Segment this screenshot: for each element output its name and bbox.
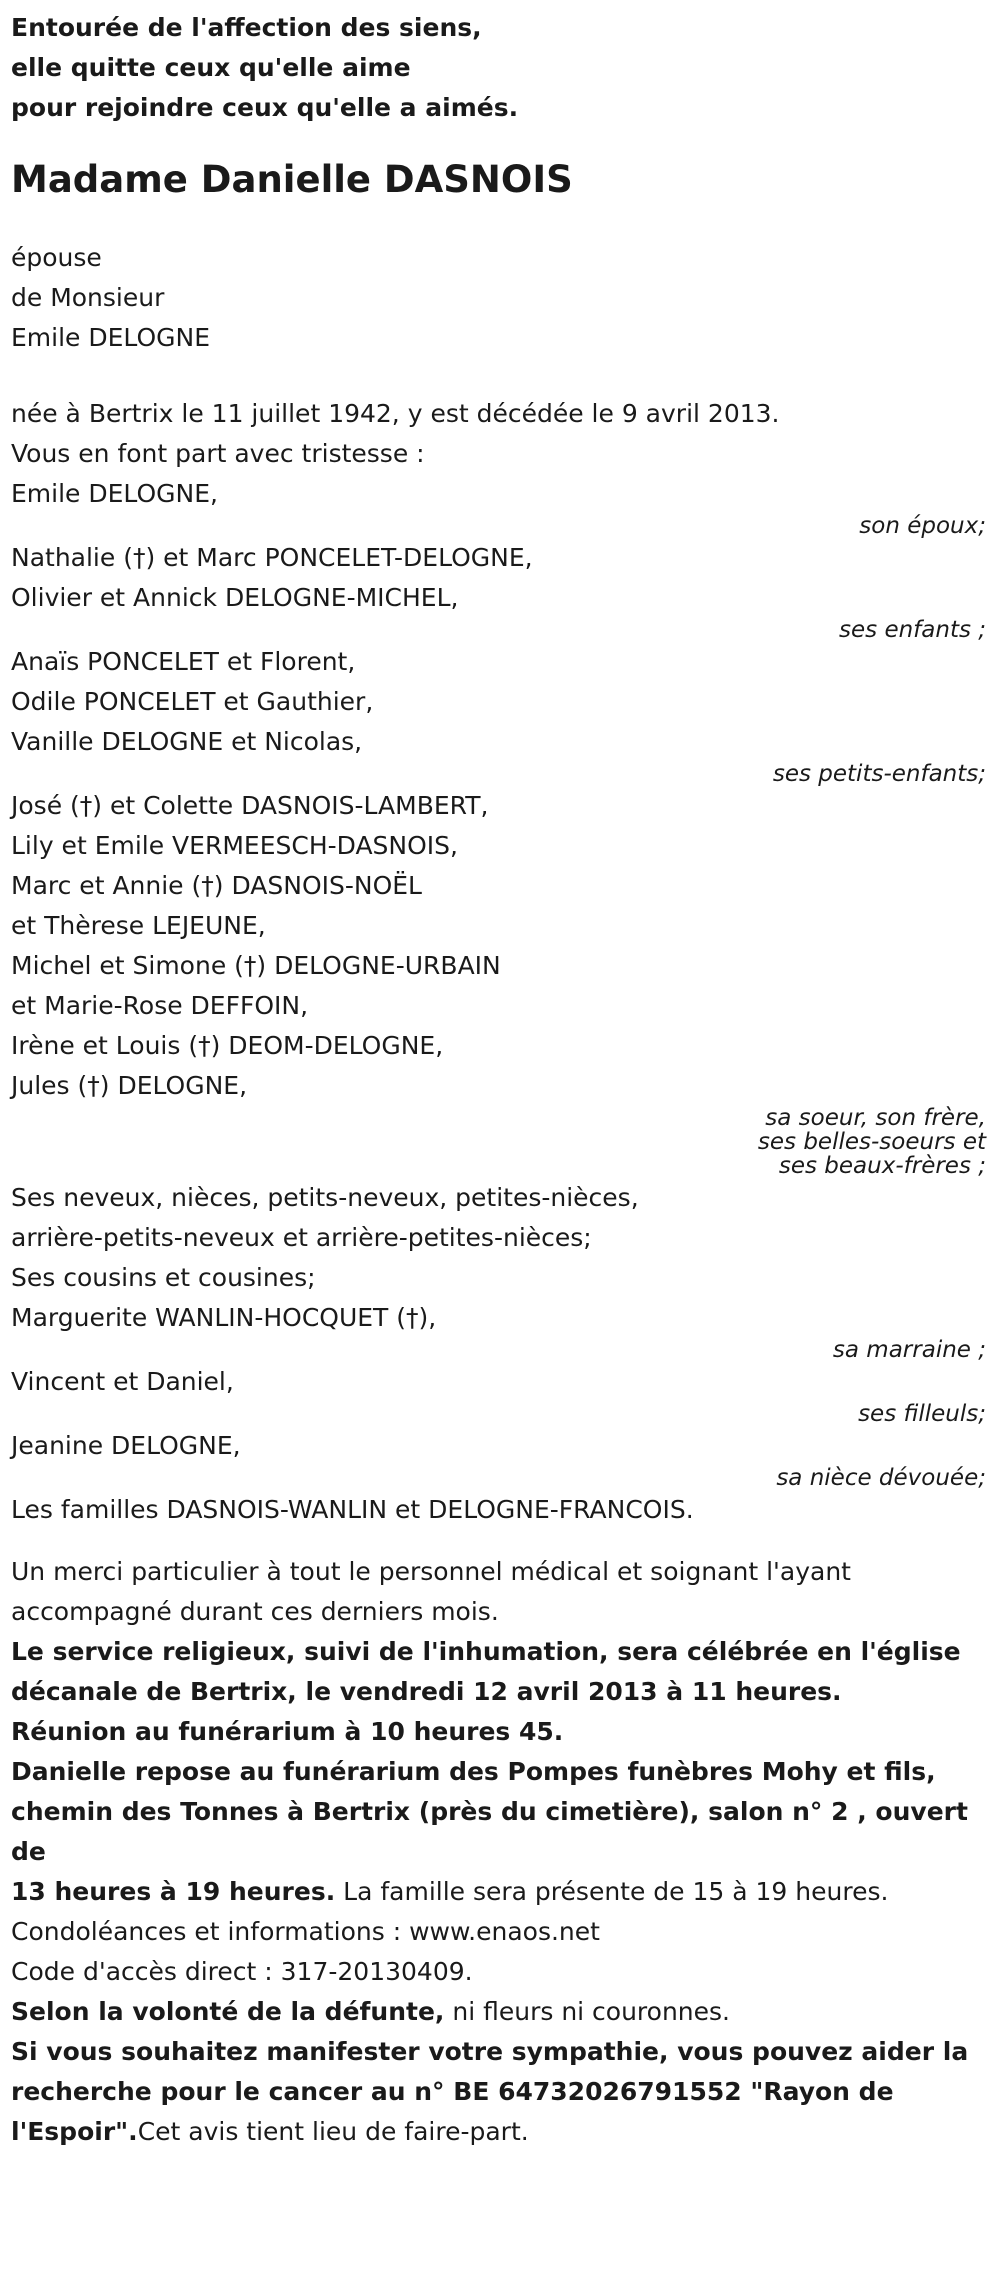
mourner-name: Ses neveux, nièces, petits-neveux, petites-nièces, — [11, 1183, 639, 1212]
relationship-label: ses filleuls; — [858, 1401, 986, 1427]
intro-line: elle quitte ceux qu'elle aime — [11, 53, 411, 82]
mourner-name: et Marie-Rose DEFFOIN, — [11, 991, 309, 1020]
mourner-name: et Thèrese LEJEUNE, — [11, 911, 266, 940]
condolences-line: Condoléances et informations : www.enaos.net — [11, 1917, 600, 1946]
mourner-group — [11, 538, 990, 618]
meeting-line: Réunion au funérarium à 10 heures 45. — [11, 1717, 564, 1746]
intro-line: Entourée de l'affection des siens, — [11, 13, 482, 42]
deceased-name: Madame Danielle DASNOIS — [11, 158, 573, 201]
sympathy-paragraph: Si vous souhaitez manifester votre sympathie, vous pouvez aider la recherche pour le cancer au n° BE 64732026791552 "Rayon de l'Espoir".Cet avis tient lieu de faire-part. — [11, 2037, 969, 2146]
mourner-group — [11, 642, 990, 762]
families-line: Les familles DASNOIS-WANLIN et DELOGNE-FRANCOIS. — [11, 1495, 694, 1524]
mourner-name: Emile DELOGNE, — [11, 479, 218, 508]
mourner-name: Vincent et Daniel, — [11, 1367, 234, 1396]
relationship-label: sa marraine ; — [832, 1337, 986, 1363]
mourner-group — [11, 1362, 990, 1402]
mourner-name: Jules (†) DELOGNE, — [11, 1071, 248, 1100]
spouse-block — [11, 238, 990, 358]
mourner-name: Michel et Simone (†) DELOGNE-URBAIN — [11, 951, 501, 980]
relationship-label: sa soeur, son frère, ses belles-soeurs et ses beaux-frères ; — [757, 1105, 986, 1179]
relationship-label: ses enfants ; — [839, 617, 986, 643]
access-code-line: Code d'accès direct : 317-20130409. — [11, 1957, 473, 1986]
announce-line: Vous en font part avec tristesse : — [11, 439, 425, 468]
wish-line: Selon la volonté de la défunte, ni fleurs ni couronnes. — [11, 1997, 731, 2026]
mourner-name: Jeanine DELOGNE, — [11, 1431, 241, 1460]
mourner-name: Vanille DELOGNE et Nicolas, — [11, 727, 363, 756]
mourner-name: Anaïs PONCELET et Florent, — [11, 647, 356, 676]
birth-death-line: née à Bertrix le 11 juillet 1942, y est décédée le 9 avril 2013. — [11, 399, 780, 428]
mourner-group — [11, 474, 990, 514]
service-paragraph: Le service religieux, suivi de l'inhumation, sera célébrée en l'église décanale de Bertrix, le vendredi 12 avril 2013 à 11 heures. — [11, 1637, 961, 1706]
spouse-line: de Monsieur — [11, 283, 165, 312]
mourner-name: Olivier et Annick DELOGNE-MICHEL, — [11, 583, 459, 612]
mourner-name: Odile PONCELET et Gauthier, — [11, 687, 374, 716]
repose-paragraph: Danielle repose au funérarium des Pompes funèbres Mohy et fils, chemin des Tonnes à Bertrix (près du cimetière), salon n° 2 , ouvert de 13 heures à 19 heures. La famille sera présente de 15 à 19 heures. — [11, 1757, 968, 1906]
relationship-label: sa nièce dévouée; — [776, 1465, 986, 1491]
relationship-label: ses petits-enfants; — [772, 761, 986, 787]
mourner-name: arrière-petits-neveux et arrière-petites-nièces; — [11, 1223, 592, 1252]
spouse-line: Emile DELOGNE — [11, 323, 210, 352]
intro-line: pour rejoindre ceux qu'elle a aimés. — [11, 93, 519, 122]
mourner-name: Marguerite WANLIN-HOCQUET (†), — [11, 1303, 437, 1332]
spouse-line: épouse — [11, 243, 102, 272]
mourner-group — [11, 786, 990, 1106]
mourner-name: José (†) et Colette DASNOIS-LAMBERT, — [11, 791, 489, 820]
mourner-group — [11, 1178, 990, 1338]
mourner-name: Marc et Annie (†) DASNOIS-NOËL — [11, 871, 422, 900]
intro-text — [11, 8, 990, 128]
thanks-paragraph: Un merci particulier à tout le personnel médical et soignant l'ayant accompagné durant ces derniers mois. — [11, 1557, 851, 1626]
mourner-name: Nathalie (†) et Marc PONCELET-DELOGNE, — [11, 543, 533, 572]
mourner-group — [11, 1426, 990, 1466]
mourner-name: Lily et Emile VERMEESCH-DASNOIS, — [11, 831, 458, 860]
relationship-label: son époux; — [859, 513, 986, 539]
mourner-name: Ses cousins et cousines; — [11, 1263, 316, 1292]
mourner-name: Irène et Louis (†) DEOM-DELOGNE, — [11, 1031, 444, 1060]
